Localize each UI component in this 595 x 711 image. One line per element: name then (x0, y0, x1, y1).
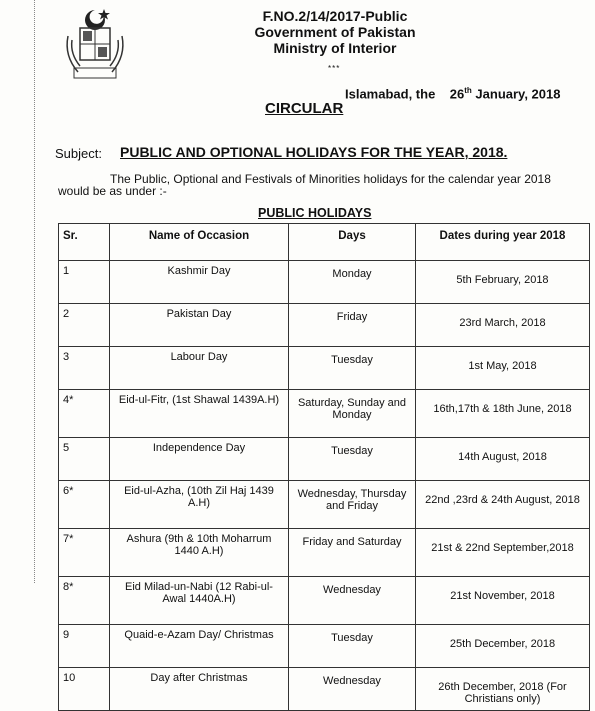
circular-title: CIRCULAR (265, 100, 344, 117)
cell-days: Friday and Saturday (289, 529, 416, 577)
cell-dates: 14th August, 2018 (416, 438, 590, 481)
cell-days: Tuesday (289, 625, 416, 668)
cell-sr: 4* (59, 390, 110, 438)
table-row (59, 481, 590, 529)
header-occasion: Name of Occasion (110, 224, 289, 261)
cell-days: Wednesday (289, 577, 416, 625)
cell-dates: 25th December, 2018 (416, 625, 590, 668)
cell-sr: 3 (59, 347, 110, 390)
cell-sr: 1 (59, 261, 110, 304)
date-day-suffix: th (464, 86, 472, 95)
cell-dates: 1st May, 2018 (416, 347, 590, 390)
government-name: Government of Pakistan (254, 24, 416, 40)
cell-occasion: Kashmir Day (110, 261, 289, 304)
date-line (345, 86, 560, 101)
cell-dates: 22nd ,23rd & 24th August, 2018 (416, 481, 590, 529)
header-days: Days (289, 224, 416, 261)
cell-days: Monday (289, 261, 416, 304)
holidays-table (58, 223, 590, 711)
header-sr: Sr. (59, 224, 110, 261)
cell-occasion: Quaid-e-Azam Day/ Christmas (110, 625, 289, 668)
cell-sr: 9 (59, 625, 110, 668)
cell-dates: 23rd March, 2018 (416, 304, 590, 347)
cell-days: Tuesday (289, 438, 416, 481)
date-month-year: January, 2018 (475, 86, 561, 102)
cell-sr: 7* (59, 529, 110, 577)
state-emblem-icon (60, 6, 130, 86)
table-row (59, 390, 590, 438)
table-row (59, 438, 590, 481)
cell-occasion: Pakistan Day (110, 304, 289, 347)
ministry-name: Ministry of Interior (273, 40, 397, 56)
cell-days: Friday (289, 304, 416, 347)
table-row (59, 577, 590, 625)
cell-occasion: Ashura (9th & 10th Moharrum 1440 A.H) (110, 529, 289, 577)
cell-occasion: Labour Day (110, 347, 289, 390)
file-number: F.NO.2/14/2017-Public (262, 8, 408, 24)
cell-occasion: Eid Milad-un-Nabi (12 Rabi-ul-Awal 1440A.H) (110, 577, 289, 625)
cell-days: Wednesday, Thursday and Friday (289, 481, 416, 529)
cell-days: Saturday, Sunday and Monday (289, 390, 416, 438)
margin-line (34, 0, 43, 583)
date-day: 26 (449, 86, 465, 102)
table-row (59, 668, 590, 711)
cell-occasion: Eid-ul-Azha, (10th Zil Haj 1439 A.H) (110, 481, 289, 529)
cell-dates: 16th,17th & 18th June, 2018 (416, 390, 590, 438)
table-row (59, 304, 590, 347)
subject-title: PUBLIC AND OPTIONAL HOLIDAYS FOR THE YEAR, 2018. (120, 144, 508, 160)
cell-days: Tuesday (289, 347, 416, 390)
header-stars: *** (328, 64, 341, 73)
letter-header (210, 8, 460, 56)
table-header-row (59, 224, 590, 261)
table-row (59, 261, 590, 304)
cell-dates: 21st November, 2018 (416, 577, 590, 625)
cell-sr: 6* (59, 481, 110, 529)
cell-occasion: Eid-ul-Fitr, (1st Shawal 1439A.H) (110, 390, 289, 438)
cell-dates: 5th February, 2018 (416, 261, 590, 304)
intro-line-1: The Public, Optional and Festivals of Minorities holidays for the calendar year 2018 (110, 172, 551, 186)
cell-days: Wednesday (289, 668, 416, 711)
subject-label: Subject: (55, 146, 102, 161)
header-dates: Dates during year 2018 (416, 224, 590, 261)
cell-occasion: Day after Christmas (110, 668, 289, 711)
table-row (59, 347, 590, 390)
cell-sr: 8* (59, 577, 110, 625)
table-row (59, 625, 590, 668)
cell-dates: 26th December, 2018 (For Christians only) (416, 668, 590, 711)
table-row (59, 529, 590, 577)
cell-sr: 2 (59, 304, 110, 347)
place-date-prefix: Islamabad, the (345, 86, 436, 102)
cell-sr: 10 (59, 668, 110, 711)
cell-dates: 21st & 22nd September,2018 (416, 529, 590, 577)
intro-line-2: would be as under :- (58, 184, 167, 198)
cell-sr: 5 (59, 438, 110, 481)
cell-occasion: Independence Day (110, 438, 289, 481)
section-title: PUBLIC HOLIDAYS (258, 206, 372, 220)
